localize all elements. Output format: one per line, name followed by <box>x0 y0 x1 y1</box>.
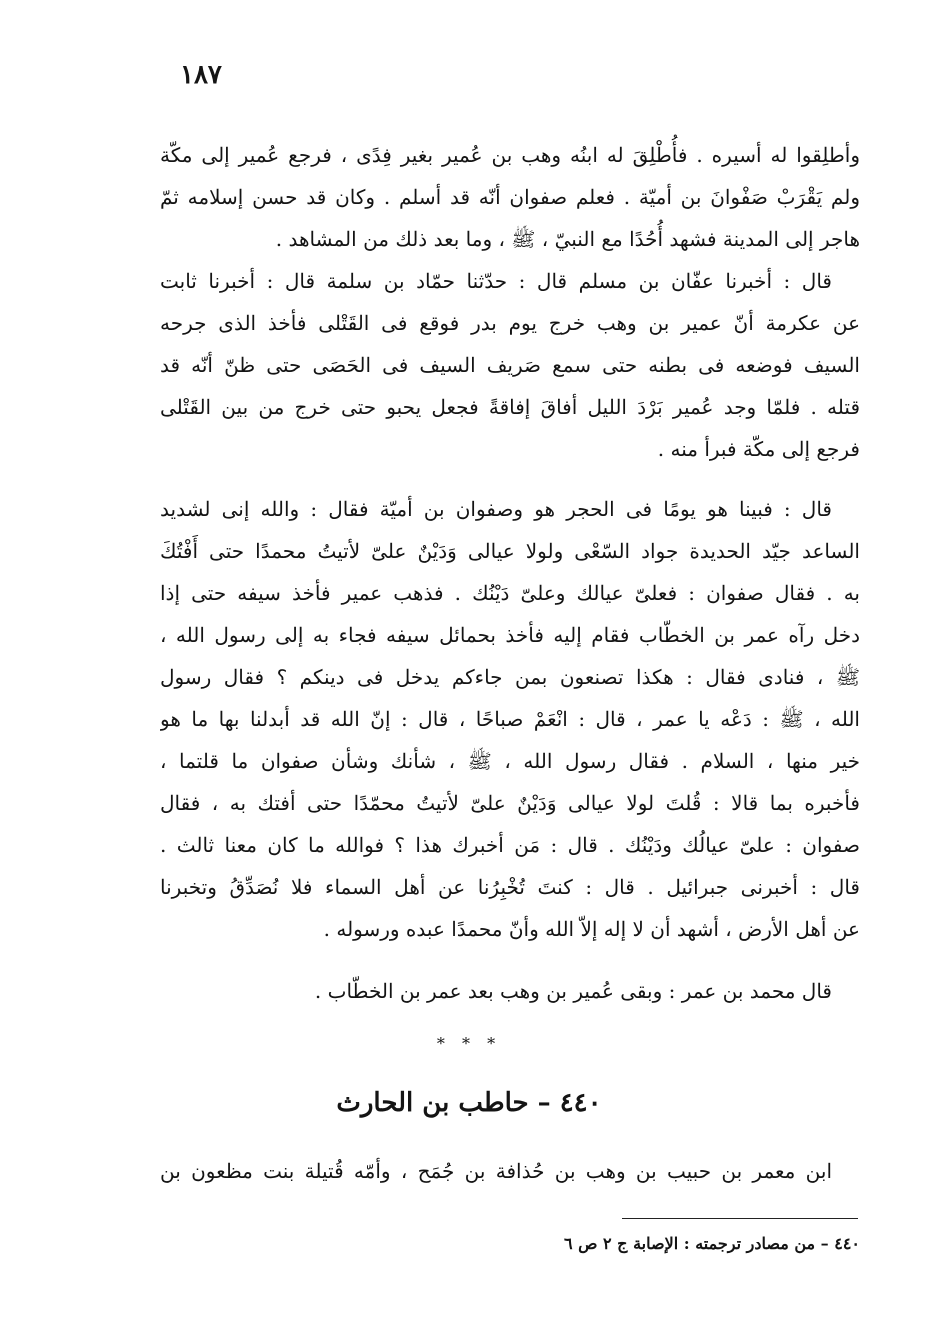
text-line: هاجر إلى المدينة فشهد أُحُدًا مع النبيّ ، ﷺ ، وما بعد ذلك من المشاهد . <box>275 227 860 251</box>
text-line: به . فقال صفوان : فعلىّ عيالك وعلىّ دَيْنُك . فذهب عمير فأخذ سيفه حتى إذا <box>160 581 860 605</box>
text-line: الله ، ﷺ : دَعْه يا عمر ، قال : انْعَمْ صباحًا ، قال : إنّ الله قد أبدلنا بها ما هو <box>160 707 860 731</box>
page-number: ١٨٧ <box>180 60 222 90</box>
text-line: قال : أخبرنا عفّان بن مسلم قال : حدّثنا حمّاد بن سلمة قال : أخبرنا ثابت <box>160 269 832 293</box>
text-line: خير منها ، السلام . فقال رسول الله ، ﷺ ، شأنك وشأن صفوان ما قلتما ، <box>160 749 860 773</box>
text-line: قال محمد بن عمر : وبقى عُمير بن وهب بعد عمر بن الخطّاب . <box>314 979 832 1003</box>
footnote: ٤٤٠ – من مصادر ترجمته : الإصابة ج ٢ ص ٦ <box>563 1234 860 1253</box>
text-line: صفوان : علىّ عيالُك ودَيْنُك . قال : مَن أخبرك هذا ؟ فوالله ما كان معنا ثالث . <box>160 833 860 857</box>
text-line: قتله . فلمّا وجد عُمير بَرْدَ الليل أفاقَ إفاقةً فجعل يحبو حتى خرج من بين القَتْلى <box>160 395 860 419</box>
text-line: السيف فوضعه فى بطنه حتى سمع صَريف السيف فى الحَصَى حتى ظنّ أنّه قد <box>160 353 860 377</box>
text-line: قال : أخبرنى جبرائيل . قال : كنتَ تُخْبِرُنا عن أهل السماء فلا نُصَدِّقُ وتخبرنا <box>160 875 860 899</box>
paragraph-3 <box>160 488 860 950</box>
text-line: عن أهل الأرض ، أشهد أن لا إله إلاّ الله وأنّ محمدًا عبده ورسوله . <box>323 917 860 941</box>
text-line: ابن معمر بن حبيب بن وهب بن حُذافة بن جُمَح ، وأمّه قُتيلة بنت مظعون بن <box>160 1159 832 1183</box>
section-separator: * * * <box>436 1034 502 1053</box>
paragraph-4 <box>160 970 860 1012</box>
text-line: دخل رآه عمر بن الخطّاب فقام إليه فأخذ بحمائل سيفه فجاء به إلى رسول الله ، <box>160 623 860 647</box>
section-heading: ٤٤٠ – حاطب بن الحارث <box>336 1088 602 1118</box>
paragraph-2 <box>160 260 860 470</box>
text-line: فرجع إلى مكّة فبرأ منه . <box>657 437 860 461</box>
text-line: ﷺ ، فنادى فقال : هكذا تصنعون بمن جاءكم يدخل فى دينكم ؟ فقال رسول <box>160 665 860 689</box>
paragraph-1 <box>160 134 860 260</box>
footnote-rule <box>622 1218 858 1219</box>
text-line: الساعد جيّد الحديدة جواد السّعْى ولولا عيالى وَدَيْنٌ علىّ لأتيتُ محمدًا حتى أَفْتُكَ <box>160 539 860 563</box>
text-line: فأخبره بما قالا : قُلتَ لولا عيالى وَدَيْنٌ علىّ لأتيتُ محمّدًا حتى أفتك به ، فقال <box>160 791 860 815</box>
text-line: ولم يَقْرَبْ صَفْوانَ بن أميّة . فعلم صفوان أنّه قد أسلم . وكان قد حسن إسلامه ثمّ <box>160 185 860 209</box>
section-body <box>160 1150 860 1192</box>
text-line: وأطلِقوا له أسيره . فأُطْلِقَ له ابنُه وهب بن عُمير بغير فِدًى ، فرجع عُمير إلى مكّة <box>160 143 860 167</box>
text-line: قال : فبينا هو يومًا فى الحجر هو وصفوان بن أميّة فقال : والله إنى لشديد <box>160 497 832 521</box>
text-line: عن عكرمة أنّ عمير بن وهب خرج يوم بدر فوقع فى القَتْلى فأخذ الذى جرحه <box>160 311 860 335</box>
